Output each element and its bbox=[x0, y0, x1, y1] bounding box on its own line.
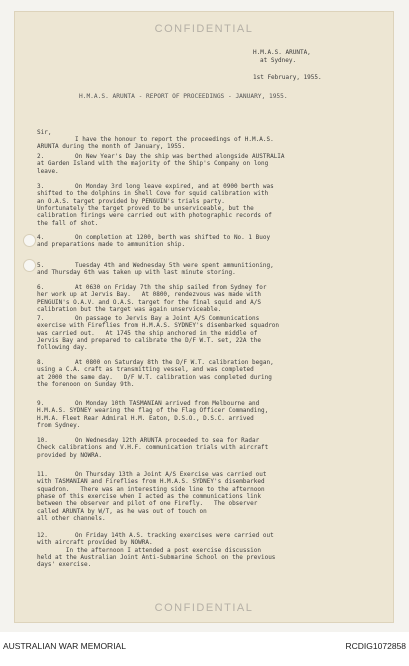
archive-footer bbox=[0, 632, 409, 666]
paragraph-line: calibration firings were carried out with photographic records of bbox=[37, 212, 272, 220]
paragraph-number: 3. bbox=[37, 183, 45, 190]
paragraph-line: On Thursday 13th a Joint A/S Exercise was carried out bbox=[75, 471, 267, 478]
intro-line-1: I have the honour to report the proceedings of H.M.A.S. bbox=[75, 136, 274, 143]
paragraph-line: an O.A.S. target provided by PENGUIN's trials party. bbox=[37, 197, 225, 205]
paragraph-line: at Garden Island with the majority of the Ship's Company on long bbox=[37, 160, 269, 168]
paragraph-line: On Friday 14th A.S. tracking exercises were carried out bbox=[75, 532, 274, 539]
address-line-2: at Sydney. bbox=[260, 57, 297, 64]
paragraph-line: using a C.A. craft as transmitting vessel, and was completed bbox=[37, 366, 254, 374]
paragraph-line: At 0630 on Friday 7th the ship sailed from Sydney for bbox=[75, 284, 267, 291]
paragraph-number: 12. bbox=[37, 532, 48, 539]
archive-reference: RCDIG1072858 bbox=[345, 641, 406, 651]
paragraph-line: exercise with Fireflies from H.M.A.S. SYDNEY's disembarked squadron bbox=[37, 322, 280, 330]
paragraph-line: between the observer and pilot of one Firefly. The observer bbox=[37, 500, 258, 508]
document-date: 1st February, 1955. bbox=[253, 74, 322, 81]
paragraph-line: On New Year's Day the ship was berthed alongside AUSTRALIA bbox=[75, 153, 285, 160]
paragraph-line: her work up at Jervis Bay. At 0800, rendezvous was made with bbox=[37, 291, 261, 299]
archive-credit: AUSTRALIAN WAR MEMORIAL bbox=[3, 641, 126, 651]
paragraph-line: following day. bbox=[37, 344, 88, 352]
intro-line-2: ARUNTA during the month of January, 1955. bbox=[37, 143, 186, 150]
paragraph-line: with TASMANIAN and Fireflies from H.M.A.S. SYDNEY's disembarked bbox=[37, 478, 265, 486]
paragraph-line: the forenoon on Sunday 9th. bbox=[37, 380, 135, 388]
paragraph-line: the fall of shot. bbox=[37, 219, 99, 227]
paragraph-line: leave. bbox=[37, 167, 59, 175]
paragraph-line: PENGUIN's O.A.V. and O.A.S. target for the final squid and A/S bbox=[37, 298, 261, 306]
paragraph-line: calibration but the target was again unserviceable. bbox=[37, 305, 222, 313]
paragraph-line: and preparations made to ammunition ship. bbox=[37, 241, 186, 249]
paragraph-line: days' exercise. bbox=[37, 561, 92, 569]
paragraph-line: Jervis Bay and prepared to calibrate the D/F W.T. set, 22A the bbox=[37, 336, 261, 344]
paragraph-line: provided by NOWRA. bbox=[37, 451, 103, 459]
paragraph-line: On Monday 3rd long leave expired, and at 0900 berth was bbox=[75, 183, 274, 190]
paragraph-line: On passage to Jervis Bay a Joint A/S Communications bbox=[75, 315, 260, 322]
paragraph-line: phase of this exercise when I acted as the communications link bbox=[37, 492, 261, 500]
paragraph-line: from Sydney. bbox=[37, 421, 81, 429]
paragraph-line: called ARUNTA by W/T, as he was out of touch on bbox=[37, 507, 207, 515]
paragraph-line: Unfortunately the target proved to be unserviceable, but the bbox=[37, 204, 254, 212]
paragraph-number: 9. bbox=[37, 400, 45, 407]
paragraph-line: all other channels. bbox=[37, 514, 106, 522]
paragraph-line: At 0800 on Saturday 8th the D/F W.T. calibration began, bbox=[75, 359, 274, 366]
address-line-1: H.M.A.S. ARUNTA, bbox=[253, 49, 311, 56]
paragraph-number: 6. bbox=[37, 284, 45, 291]
paragraph-number: 7. bbox=[37, 315, 45, 322]
salutation: Sir, bbox=[37, 129, 52, 136]
paragraph-line: shifted to the dolphins in Shell Cove for squid calibration with bbox=[37, 190, 269, 198]
classification-top: CONFIDENTIAL bbox=[154, 23, 254, 35]
paragraph-line: was carried out. At 1745 the ship anchored in the middle of bbox=[37, 329, 258, 337]
paragraph-line: H.M.A. Fleet Rear Admiral H.M. Eaton, D.S.O., D.S.C. arrived bbox=[37, 414, 254, 422]
punch-hole bbox=[23, 259, 36, 272]
paragraph-line: held at the Australian Joint Anti-Submarine School on the previous bbox=[37, 553, 276, 561]
paragraph-line: with aircraft provided by NOWRA. bbox=[37, 539, 153, 547]
paragraph-number: 5. bbox=[37, 262, 45, 269]
paragraph-line: H.M.A.S. SYDNEY wearing the flag of the Flag Officer Commanding, bbox=[37, 407, 269, 415]
paragraph-number: 2. bbox=[37, 153, 45, 160]
paragraph-line: On Wednesday 12th ARUNTA proceeded to sea for Radar bbox=[75, 437, 260, 444]
document-title: H.M.A.S. ARUNTA - REPORT OF PROCEEDINGS - JANUARY, 1955. bbox=[79, 93, 288, 100]
paragraph-line: Tuesday 4th and Wednesday 5th were spent ammunitioning, bbox=[75, 262, 274, 269]
paragraph-line: On completion at 1200, berth was shifted to No. 1 Buoy bbox=[75, 234, 271, 241]
paragraph-line: In the afternoon I attended a post exercise discussion bbox=[37, 546, 261, 554]
paragraph-line: at 2000 the same day. D/F W.T. calibration was completed during bbox=[37, 373, 272, 381]
paragraph-number: 11. bbox=[37, 471, 48, 478]
paragraph-number: 8. bbox=[37, 359, 45, 366]
document-page bbox=[14, 11, 394, 623]
paragraph-number: 4. bbox=[37, 234, 45, 241]
punch-hole bbox=[23, 234, 36, 247]
paragraph-line: and Thursday 6th was taken up with last minute storing. bbox=[37, 269, 236, 277]
paragraph-line: squadron. There was an interesting side line to the afternoon bbox=[37, 485, 265, 493]
classification-bottom: CONFIDENTIAL bbox=[154, 602, 254, 614]
paragraph-line: Check calibrations and V.H.F. communication trials with aircraft bbox=[37, 444, 269, 452]
paragraph-line: On Monday 10th TASMANIAN arrived from Melbourne and bbox=[75, 400, 260, 407]
paragraph-number: 10. bbox=[37, 437, 48, 444]
